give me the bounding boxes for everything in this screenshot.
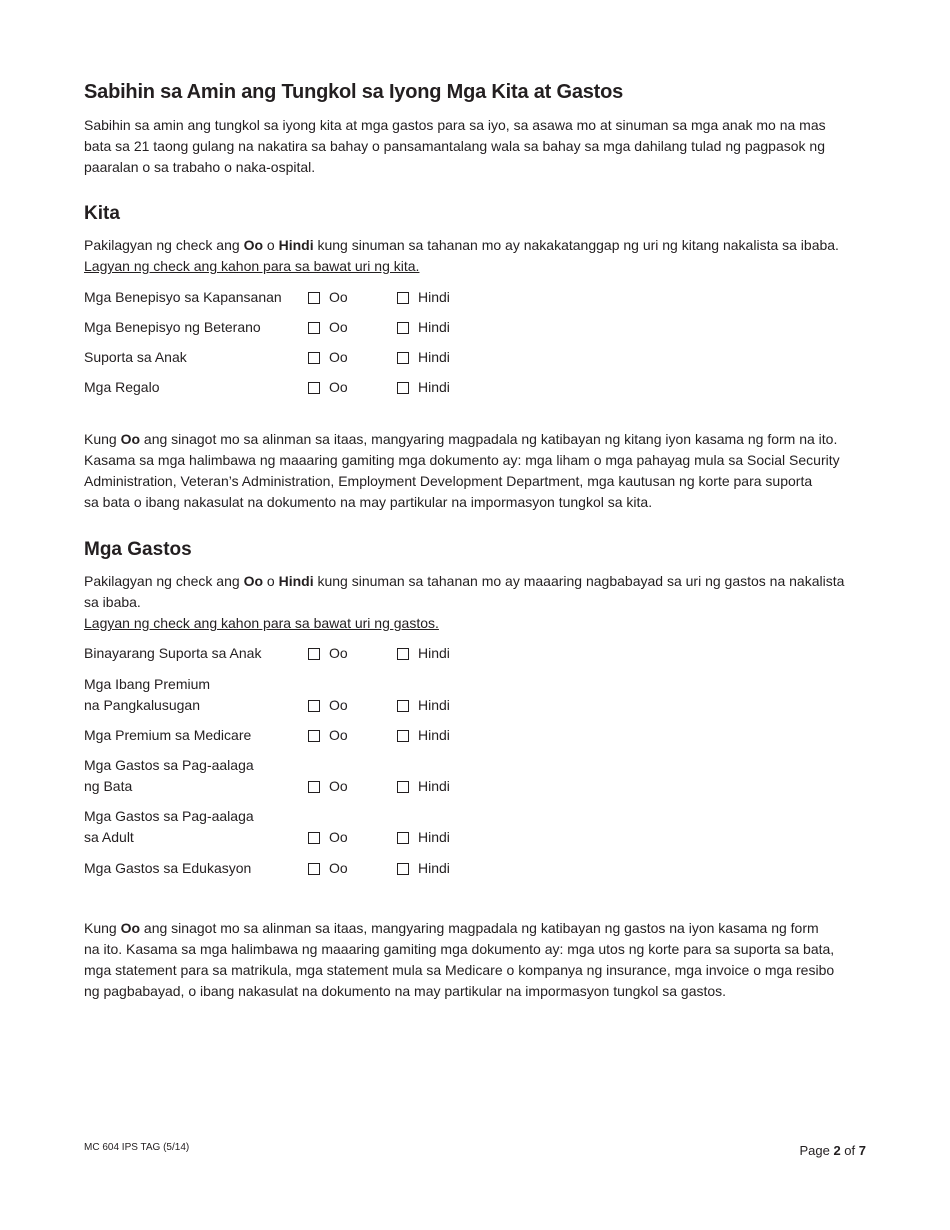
oo-option[interactable]: Oo [308,858,348,879]
hindi-option[interactable]: Hindi [397,377,450,398]
kita-underline-instruction: Lagyan ng check ang kahon para sa bawat uri ng kita. [84,258,420,274]
oo-option[interactable]: Oo [308,695,348,716]
hindi-option[interactable]: Hindi [397,643,450,664]
hindi-option[interactable]: Hindi [397,725,450,746]
hindi-option[interactable]: Hindi [397,858,450,879]
gastos-row [84,622,524,664]
oo-option[interactable]: Oo [308,725,348,746]
gastos-heading: Mga Gastos [84,539,192,560]
oo-option[interactable]: Oo [308,827,348,848]
kita-note-line: Kasama sa mga halimbawa ng maaaring gamiting mga dokumento ay: mga liham o mga pahayag mula sa Social Security [84,452,840,468]
expense-type-label: Mga Gastos sa Pag-aalaga ng Bata [84,757,254,794]
expense-type-label: Binayarang Suporta sa Anak [84,645,262,661]
intro-paragraph [84,115,874,178]
hindi-checkbox[interactable] [397,863,409,875]
gastos-note [84,918,874,1002]
expense-type-label: Mga Ibang Premium na Pangkalusugan [84,676,211,713]
kita-note-line: Kung Oo ang sinagot mo sa alinman sa itaas, mangyaring magpadala ng katibayan ng kitang iyon kasama ng form na ito. [84,431,838,447]
expense-type-label: Mga Gastos sa Pag-aalaga sa Adult [84,808,254,845]
oo-checkbox[interactable] [308,730,320,742]
hindi-checkbox[interactable] [397,730,409,742]
page-title: Sabihin sa Amin ang Tungkol sa Iyong Mga Kita at Gastos [84,81,624,103]
gastos-instruction-line: Pakilagyan ng check ang Oo o Hindi kung sinuman sa tahanan mo ay maaaring nagbabayad sa uri ng gastos na nakalista [84,573,845,589]
kita-note-line: Administration, Veteran’s Administration, Employment Development Department, mga kautusan ng korte para suporta [84,473,813,489]
oo-checkbox[interactable] [308,648,320,660]
gastos-note-line: mga statement para sa matrikula, mga statement mula sa Medicare o kompanya ng insurance, mga invoice o mga resibo [84,962,835,978]
hindi-checkbox[interactable] [397,382,409,394]
hindi-option[interactable]: Hindi [397,827,450,848]
kita-instruction-line: Pakilagyan ng check ang Oo o Hindi kung sinuman sa tahanan mo ay nakakatanggap ng uri ng kitang nakalista sa ibaba. [84,237,839,253]
expense-type-label: Mga Premium sa Medicare [84,727,252,743]
kita-note [84,429,874,513]
oo-checkbox[interactable] [308,382,320,394]
oo-option[interactable]: Oo [308,776,348,797]
hindi-option[interactable]: Hindi [397,695,450,716]
oo-option[interactable]: Oo [308,347,348,368]
intro-line: paaralan o sa trabaho o naka-ospital. [84,159,316,175]
kita-row [84,356,524,398]
income-type-label: Mga Benepisyo ng Beterano [84,319,261,335]
income-type-label: Mga Benepisyo sa Kapansanan [84,289,282,305]
intro-line: bata sa 21 taong gulang na nakatira sa bahay o pansamantalang wala sa bahay sa mga dahilang tulad ng pagpasok ng [84,138,825,154]
hindi-checkbox[interactable] [397,648,409,660]
kita-heading: Kita [84,203,120,224]
gastos-instruction-line: sa ibaba. [84,594,141,610]
gastos-note-line: ng pagbabayad, o ibang nakasulat na dokumento na may partikular na impormasyon tungkol sa gastos. [84,983,727,999]
oo-option[interactable]: Oo [308,317,348,338]
oo-option[interactable]: Oo [308,287,348,308]
kita-note-line: sa bata o ibang nakasulat na dokumento na may partikular na impormasyon tungkol sa kita. [84,494,653,510]
oo-checkbox[interactable] [308,863,320,875]
oo-option[interactable]: Oo [308,377,348,398]
gastos-note-line: Kung Oo ang sinagot mo sa alinman sa itaas, mangyaring magpadala ng katibayan ng gastos na iyon kasama ng form [84,920,819,936]
gastos-note-line: na ito. Kasama sa mga halimbawa ng maaaring gamiting mga dokumento ay: mga utos ng korte para sa suporta sa bata, [84,941,835,957]
gastos-row [84,837,524,879]
form-id: MC 604 IPS TAG (5/14) [84,1142,190,1153]
hindi-option[interactable]: Hindi [397,776,450,797]
hindi-option[interactable]: Hindi [397,317,450,338]
intro-line: Sabihin sa amin ang tungkol sa iyong kita at mga gastos para sa iyo, sa asawa mo at sinuman sa mga anak mo na mas [84,117,826,133]
oo-option[interactable]: Oo [308,643,348,664]
gastos-row [84,755,524,797]
oo-checkbox[interactable] [308,781,320,793]
hindi-option[interactable]: Hindi [397,287,450,308]
income-type-label: Mga Regalo [84,379,160,395]
income-type-label: Suporta sa Anak [84,349,187,365]
gastos-underline-instruction: Lagyan ng check ang kahon para sa bawat uri ng gastos. [84,615,439,631]
gastos-row [84,704,524,746]
hindi-option[interactable]: Hindi [397,347,450,368]
hindi-checkbox[interactable] [397,781,409,793]
expense-type-label: Mga Gastos sa Edukasyon [84,860,252,876]
page-number: Page 2 of 7 [799,1143,866,1158]
